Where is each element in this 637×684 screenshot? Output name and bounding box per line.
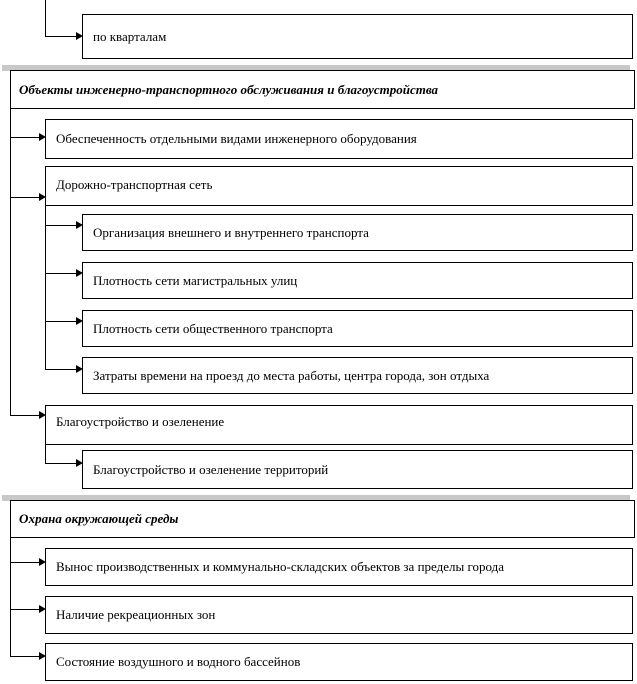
subitem-label: Организация внешнего и внутреннего транспорта	[93, 224, 369, 240]
connector-line	[45, 0, 46, 37]
item-label: Наличие рекреационных зон	[56, 607, 216, 622]
subitem-box	[82, 450, 633, 489]
connector-line	[10, 109, 11, 416]
item-box	[45, 643, 633, 681]
connector-line	[45, 321, 77, 322]
section-title: Объекты инженерно-транспортного обслуживания и благоустройства	[19, 81, 439, 97]
section-header-engineering	[10, 70, 635, 109]
subitem-box	[82, 310, 633, 347]
item-box	[45, 119, 633, 159]
subitem-label: Затраты времени на проезд до места работы, центра города, зон отдыха	[93, 367, 490, 383]
item-box	[45, 548, 633, 586]
connector-line	[45, 445, 46, 464]
connector-line	[10, 656, 40, 657]
subitem-box	[82, 357, 633, 394]
connector-line	[10, 137, 40, 138]
connector-line	[45, 369, 77, 370]
subitem-box	[82, 214, 633, 251]
item-box	[45, 166, 633, 206]
connector-line	[10, 415, 40, 416]
section-header-environment	[10, 500, 635, 538]
connector-line	[10, 197, 40, 198]
subitem-label: Плотность сети магистральных улиц	[93, 272, 298, 288]
item-label: Благоустройство и озеленение	[56, 414, 225, 429]
top-item-label: по кварталам	[93, 28, 167, 44]
top-item-box	[82, 14, 633, 59]
connector-line	[45, 36, 77, 37]
connector-line	[45, 225, 77, 226]
connector-line	[10, 562, 40, 563]
subitem-label: Плотность сети общественного транспорта	[93, 320, 333, 336]
item-label: Состояние воздушного и водного бассейнов	[56, 654, 301, 669]
subitem-box	[82, 262, 633, 299]
connector-line	[10, 609, 40, 610]
item-label: Вынос производственных и коммунально-складских объектов за пределы города	[56, 559, 504, 574]
connector-line	[45, 206, 46, 370]
item-label: Обеспеченность отдельными видами инженерного оборудования	[56, 131, 417, 146]
connector-line	[10, 538, 11, 657]
item-box	[45, 405, 633, 445]
subitem-label: Благоустройство и озеленение территорий	[93, 461, 329, 477]
item-label: Дорожно-транспортная сеть	[56, 177, 213, 192]
item-box	[45, 596, 633, 634]
connector-line	[45, 463, 77, 464]
section-title: Охрана окружающей среды	[19, 511, 179, 526]
connector-line	[45, 273, 77, 274]
